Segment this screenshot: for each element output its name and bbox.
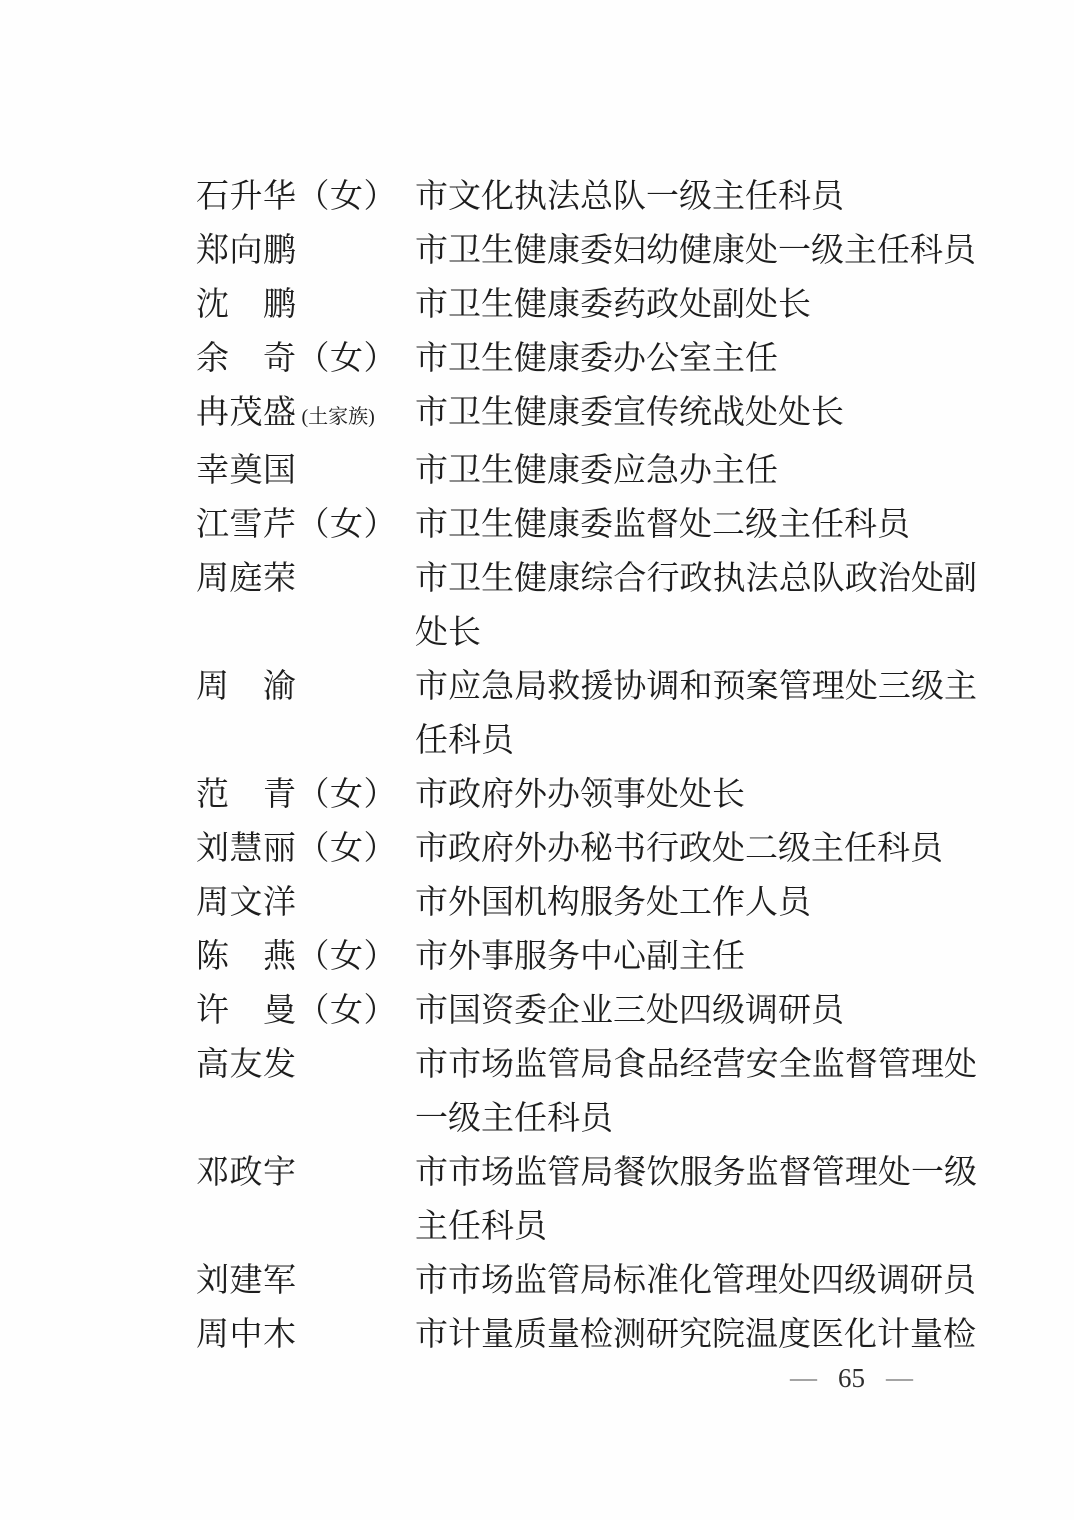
person-title (415, 332, 977, 386)
list-item (196, 1038, 978, 1146)
person-name: 邓政宇 (196, 1155, 297, 1191)
title-line: 市市场监管局餐饮服务监督管理处一级 (415, 1155, 977, 1191)
person-title (415, 224, 977, 278)
title-line: 主任科员 (415, 1209, 547, 1245)
page-number (790, 1360, 913, 1396)
person-name: 余 奇（女） (196, 341, 397, 377)
ethnic-note: (土家族) (296, 406, 375, 428)
list-item (196, 822, 978, 876)
person-title (415, 170, 977, 224)
title-line: 市外事服务中心副主任 (415, 939, 745, 975)
page-number-dash: — (886, 1366, 913, 1390)
title-line: 市市场监管局标准化管理处四级调研员 (415, 1263, 976, 1299)
person-name: 范 青（女） (196, 777, 397, 813)
title-line: 市卫生健康委妇幼健康处一级主任科员 (415, 233, 976, 269)
title-line: 市国资委企业三处四级调研员 (415, 993, 844, 1029)
person-title (415, 1146, 977, 1254)
title-line: 一级主任科员 (415, 1101, 613, 1137)
list-item (196, 930, 978, 984)
person-name: 幸奠国 (196, 453, 297, 489)
title-line: 市外国机构服务处工作人员 (415, 885, 811, 921)
person-name: 刘慧丽（女） (196, 831, 397, 867)
person-title (415, 930, 977, 984)
list-item (196, 224, 978, 278)
person-title (415, 1308, 977, 1362)
title-line: 市卫生健康综合行政执法总队政治处副 (415, 561, 977, 597)
person-name: 周庭荣 (196, 561, 297, 597)
person-name: 郑向鹏 (196, 233, 297, 269)
person-title (415, 278, 977, 332)
title-line: 市卫生健康委应急办主任 (415, 453, 778, 489)
person-title (415, 822, 977, 876)
title-line: 市卫生健康委办公室主任 (415, 341, 778, 377)
list-item (196, 498, 978, 552)
title-line: 市卫生健康委药政处副处长 (415, 287, 811, 323)
person-name: 周中木 (196, 1317, 297, 1353)
list-item (196, 660, 978, 768)
list-item (196, 1254, 978, 1308)
title-line: 市卫生健康委宣传统战处处长 (415, 395, 844, 431)
person-name: 周 渝 (196, 669, 297, 705)
person-title (415, 1254, 977, 1308)
person-name: 冉茂盛 (土家族) (196, 395, 375, 431)
person-title (415, 1038, 977, 1146)
list-item (196, 1146, 978, 1254)
title-line: 任科员 (415, 723, 514, 759)
list-item (196, 332, 978, 386)
person-title (415, 498, 977, 552)
list-item (196, 444, 978, 498)
list-item (196, 876, 978, 930)
person-title (415, 444, 977, 498)
person-name: 刘建军 (196, 1263, 297, 1299)
roster-list (196, 170, 978, 1362)
page-number-dash: — (790, 1366, 817, 1390)
person-name: 许 曼（女） (196, 993, 397, 1029)
person-name: 石升华（女） (196, 179, 397, 215)
list-item (196, 170, 978, 224)
person-title (415, 386, 977, 440)
person-title (415, 552, 977, 660)
list-item (196, 386, 978, 444)
title-line: 市文化执法总队一级主任科员 (415, 179, 844, 215)
list-item (196, 1308, 978, 1362)
title-line: 处长 (415, 615, 481, 651)
person-name: 高友发 (196, 1047, 297, 1083)
person-title (415, 660, 977, 768)
person-title (415, 876, 977, 930)
page-number-value: 65 (838, 1363, 865, 1393)
title-line: 市卫生健康委监督处二级主任科员 (415, 507, 910, 543)
title-line: 市市场监管局食品经营安全监督管理处 (415, 1047, 977, 1083)
person-name: 江雪芹（女） (196, 507, 397, 543)
person-name: 陈 燕（女） (196, 939, 397, 975)
person-title (415, 768, 977, 822)
title-line: 市政府外办领事处处长 (415, 777, 745, 813)
list-item (196, 984, 978, 1038)
person-name: 沈 鹏 (196, 287, 297, 323)
title-line: 市计量质量检测研究院温度医化计量检 (415, 1317, 976, 1353)
title-line: 市政府外办秘书行政处二级主任科员 (415, 831, 943, 867)
person-name: 周文洋 (196, 885, 297, 921)
list-item (196, 552, 978, 660)
list-item (196, 768, 978, 822)
list-item (196, 278, 978, 332)
title-line: 市应急局救援协调和预案管理处三级主 (415, 669, 977, 705)
person-title (415, 984, 977, 1038)
